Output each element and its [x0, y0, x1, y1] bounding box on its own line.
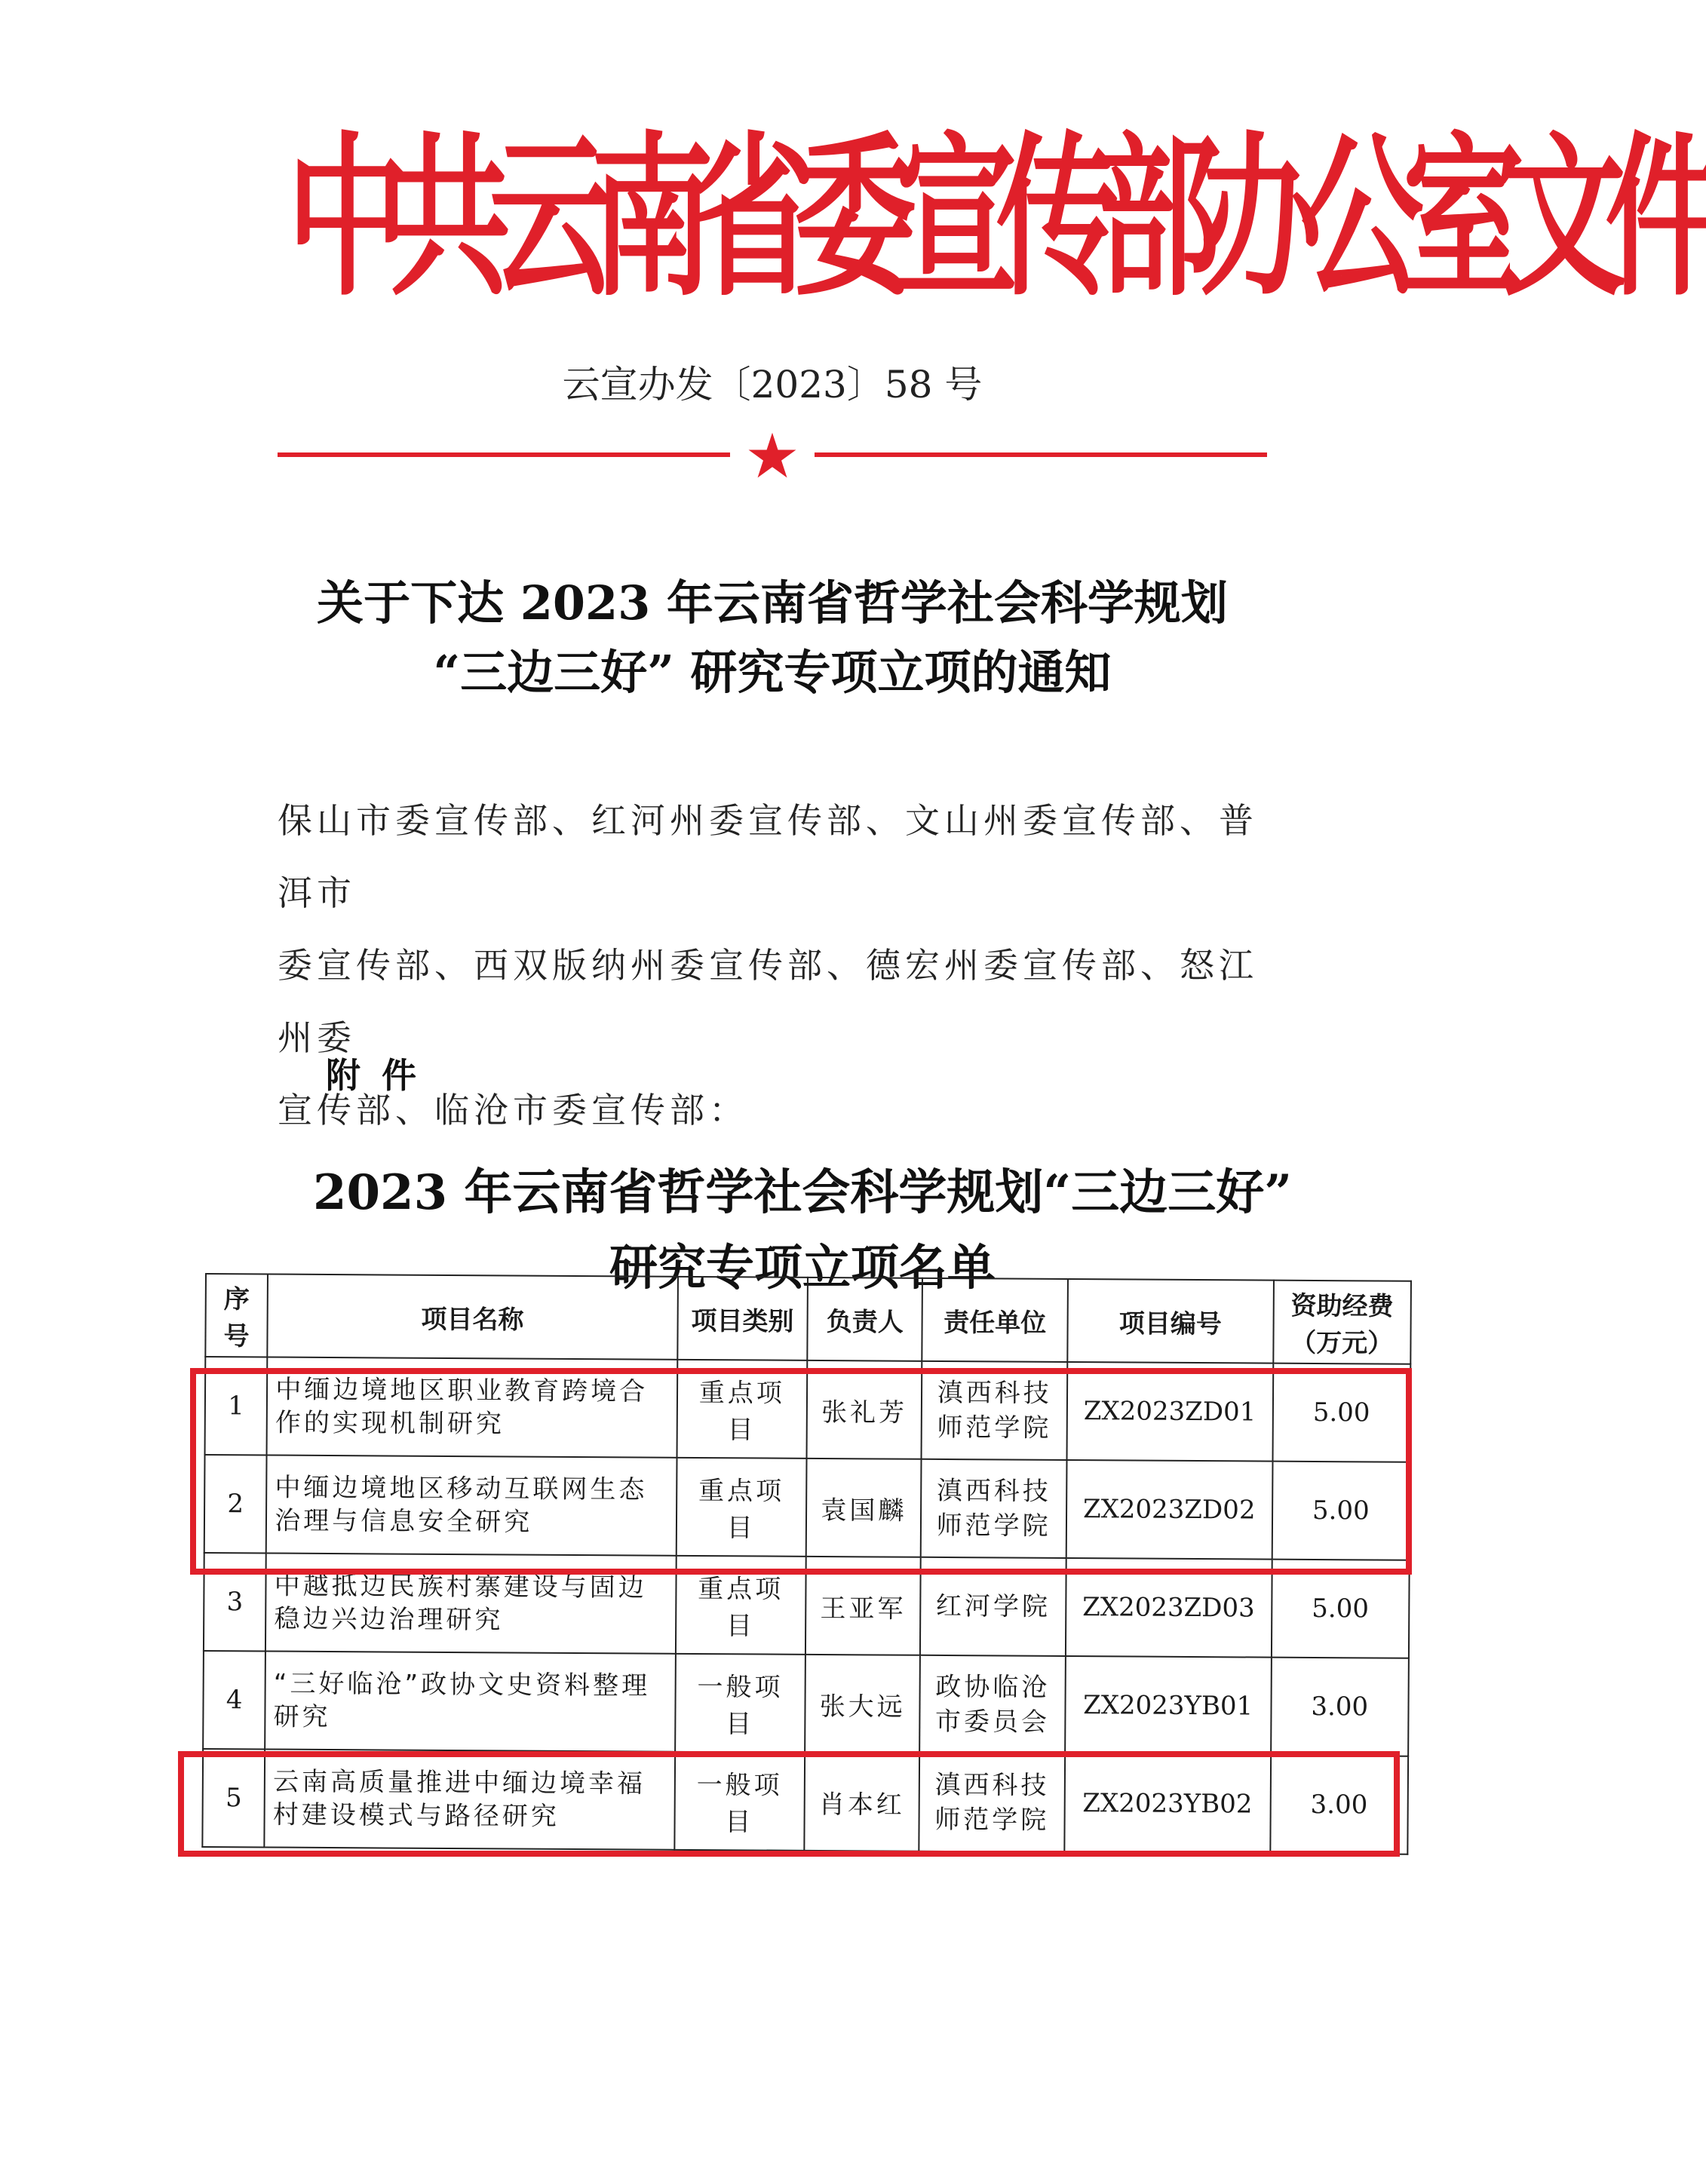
cell-leader: 张礼芳 [806, 1360, 922, 1459]
cell-name: 中缅边境地区移动互联网生态治理与信息安全研究 [266, 1455, 677, 1556]
cell-idx: 5 [202, 1749, 265, 1847]
red-divider-right [815, 452, 1267, 457]
table-row [205, 1357, 1411, 1462]
header-name: 项目名称 [268, 1275, 678, 1360]
table-header-row [205, 1274, 1411, 1364]
star-icon: ★ [744, 421, 800, 492]
table-row [204, 1553, 1410, 1658]
cell-funding: 5.00 [1272, 1462, 1410, 1560]
cell-idx: 1 [205, 1357, 268, 1455]
cell-unit: 滇西科技师范学院 [919, 1753, 1065, 1852]
list-title-line1: 2023 年云南省哲学社会科学规划“三边三好” [312, 1164, 1293, 1221]
header-unit: 责任单位 [922, 1278, 1068, 1362]
cell-funding: 3.00 [1271, 1658, 1409, 1756]
header-category: 项目类别 [677, 1277, 808, 1360]
notice-title-line1: 关于下达 2023 年云南省哲学社会科学规划 [317, 575, 1228, 630]
document-number: 云宣办发〔2023〕58 号 [562, 363, 983, 406]
cell-unit: 红河学院 [920, 1557, 1066, 1656]
cell-unit: 政协临沧市委员会 [919, 1655, 1065, 1754]
cell-idx: 3 [204, 1553, 266, 1651]
cell-code: ZX2023ZD02 [1066, 1460, 1272, 1560]
cell-code: ZX2023YB01 [1065, 1656, 1271, 1756]
cell-funding: 5.00 [1272, 1363, 1410, 1462]
cell-code: ZX2023ZD01 [1066, 1362, 1272, 1462]
table-row [204, 1455, 1410, 1560]
recipients-line: 宣传部、临沧市委宣传部： [278, 1090, 748, 1130]
cell-leader: 肖本红 [804, 1753, 919, 1851]
cell-category: 重点项目 [675, 1556, 805, 1655]
header-code: 项目编号 [1067, 1279, 1273, 1363]
cell-idx: 4 [203, 1651, 265, 1749]
notice-title-line2: “三边三好” 研究专项立项的通知 [433, 645, 1112, 700]
project-list-table [201, 1273, 1412, 1855]
header-funding: 资助经费（万元） [1273, 1281, 1411, 1364]
cell-name: “三好临沧”政协文史资料整理研究 [265, 1651, 675, 1751]
header-idx: 序号 [205, 1274, 268, 1357]
cell-leader: 袁国麟 [806, 1459, 922, 1557]
cell-leader: 王亚军 [805, 1557, 921, 1655]
masthead-title: 中共云南省委宣传部办公室文件 [287, 117, 1706, 321]
cell-leader: 张大远 [805, 1655, 920, 1753]
cell-category: 一般项目 [675, 1654, 805, 1753]
cell-code: ZX2023ZD03 [1066, 1558, 1272, 1658]
recipients-line: 委宣传部、西双版纳州委宣传部、德宏州委宣传部、怒江州委 [278, 945, 1258, 1058]
header-leader: 负责人 [807, 1278, 922, 1361]
cell-category: 一般项目 [674, 1752, 805, 1851]
cell-name: 中越抵边民族村寨建设与固边稳边兴边治理研究 [265, 1554, 676, 1654]
cell-category: 重点项目 [677, 1360, 807, 1459]
cell-code: ZX2023YB02 [1064, 1754, 1270, 1854]
table-row [203, 1651, 1409, 1756]
cell-funding: 3.00 [1270, 1756, 1408, 1854]
recipients-line: 保山市委宣传部、红河州委宣传部、文山州委宣传部、普洱市 [278, 800, 1258, 913]
cell-funding: 5.00 [1271, 1560, 1409, 1658]
attachment-label: 附件 [326, 1055, 437, 1096]
cell-category: 重点项目 [676, 1458, 806, 1557]
list-title-line2: 研究专项立项名单 [609, 1240, 996, 1296]
cell-name: 中缅边境地区职业教育跨境合作的实现机制研究 [267, 1357, 677, 1458]
red-divider-left [278, 452, 730, 457]
table-row [202, 1749, 1408, 1854]
cell-idx: 2 [204, 1455, 267, 1553]
cell-name: 云南高质量推进中缅边境幸福村建设模式与路径研究 [265, 1749, 675, 1849]
cell-unit: 滇西科技师范学院 [922, 1361, 1067, 1460]
cell-unit: 滇西科技师范学院 [921, 1459, 1066, 1558]
